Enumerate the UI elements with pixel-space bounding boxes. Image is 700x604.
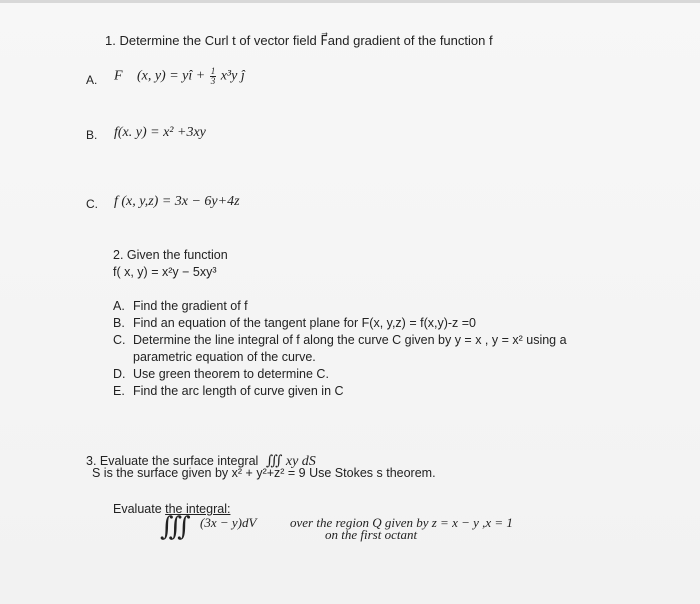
q3-integrand: (3x − y)dV — [200, 515, 257, 530]
q1-part-a-lead: F⃗ (x, y) = yî + — [114, 68, 206, 84]
q2-item-c-cont-text: parametric equation of the curve. — [133, 350, 316, 364]
q2-item-c-letter: C. — [113, 333, 126, 347]
q1-part-a-expr — [114, 67, 245, 86]
q1-part-c-letter: C. — [86, 197, 98, 211]
q3-evaluate-word: Evaluate — [113, 502, 166, 516]
q2-item-e-letter: E. — [113, 384, 125, 398]
q2-item-d-letter: D. — [113, 367, 126, 381]
q2-item-c-text: Determine the line integral of f along the curve C given by y = x , y = x² using a — [133, 333, 567, 347]
q1-part-a-tail: x³y ĵ — [220, 68, 245, 84]
q1-part-b-letter: B. — [86, 128, 98, 142]
top-border — [0, 0, 700, 3]
q1-part-a-fraction — [210, 67, 217, 86]
q3-line2: S is the surface given by x² + y²+z² = 9 Use Stokes s theorem. — [92, 466, 436, 480]
q2-item-b — [113, 316, 476, 330]
q2-item-e-text: Find the arc length of curve given in C — [133, 384, 344, 398]
q2-item-e — [113, 384, 344, 398]
q3-region-line2: on the first octant — [325, 527, 418, 542]
q2-item-d — [113, 367, 329, 381]
q1-title: 1. Determine the Curl t of vector field F⃗and gradient of the function f — [105, 33, 493, 48]
q3-triple-integral-symbol: ∭ — [160, 512, 191, 542]
q2-item-d-text: Use green theorem to determine C. — [133, 367, 329, 381]
frac-numerator: 1 — [210, 66, 216, 76]
q1-part-b-expr: f(x. y) = x² +3xy — [114, 125, 206, 140]
q2-function: f( x, y) = x²y − 5xy³ — [113, 265, 217, 279]
q3-region-line1: over the region Q given by z = x − y ,x = 1 — [290, 515, 513, 530]
frac-denominator: 3 — [210, 76, 216, 86]
q1-part-a-letter: A. — [86, 73, 98, 87]
q2-item-b-letter: B. — [113, 316, 125, 330]
q3-surface-integral: ∭ xy dS — [265, 454, 316, 469]
q2-item-c — [113, 333, 567, 347]
q3-evaluate-underlined: the integral: — [165, 502, 231, 516]
q1-part-c-expr: f (x, y,z) = 3x − 6y+4z — [114, 194, 240, 209]
q2-item-a — [113, 299, 248, 313]
q2-title: 2. Given the function — [113, 248, 228, 262]
q2-item-b-text: Find an equation of the tangent plane for F(x, y,z) = f(x,y)-z =0 — [133, 316, 476, 330]
q2-item-a-text: Find the gradient of f — [133, 299, 248, 313]
q2-item-a-letter: A. — [113, 299, 125, 313]
q2-item-c-continued — [133, 350, 316, 364]
q3-line1-prefix: 3. Evaluate the surface integral — [86, 454, 259, 468]
